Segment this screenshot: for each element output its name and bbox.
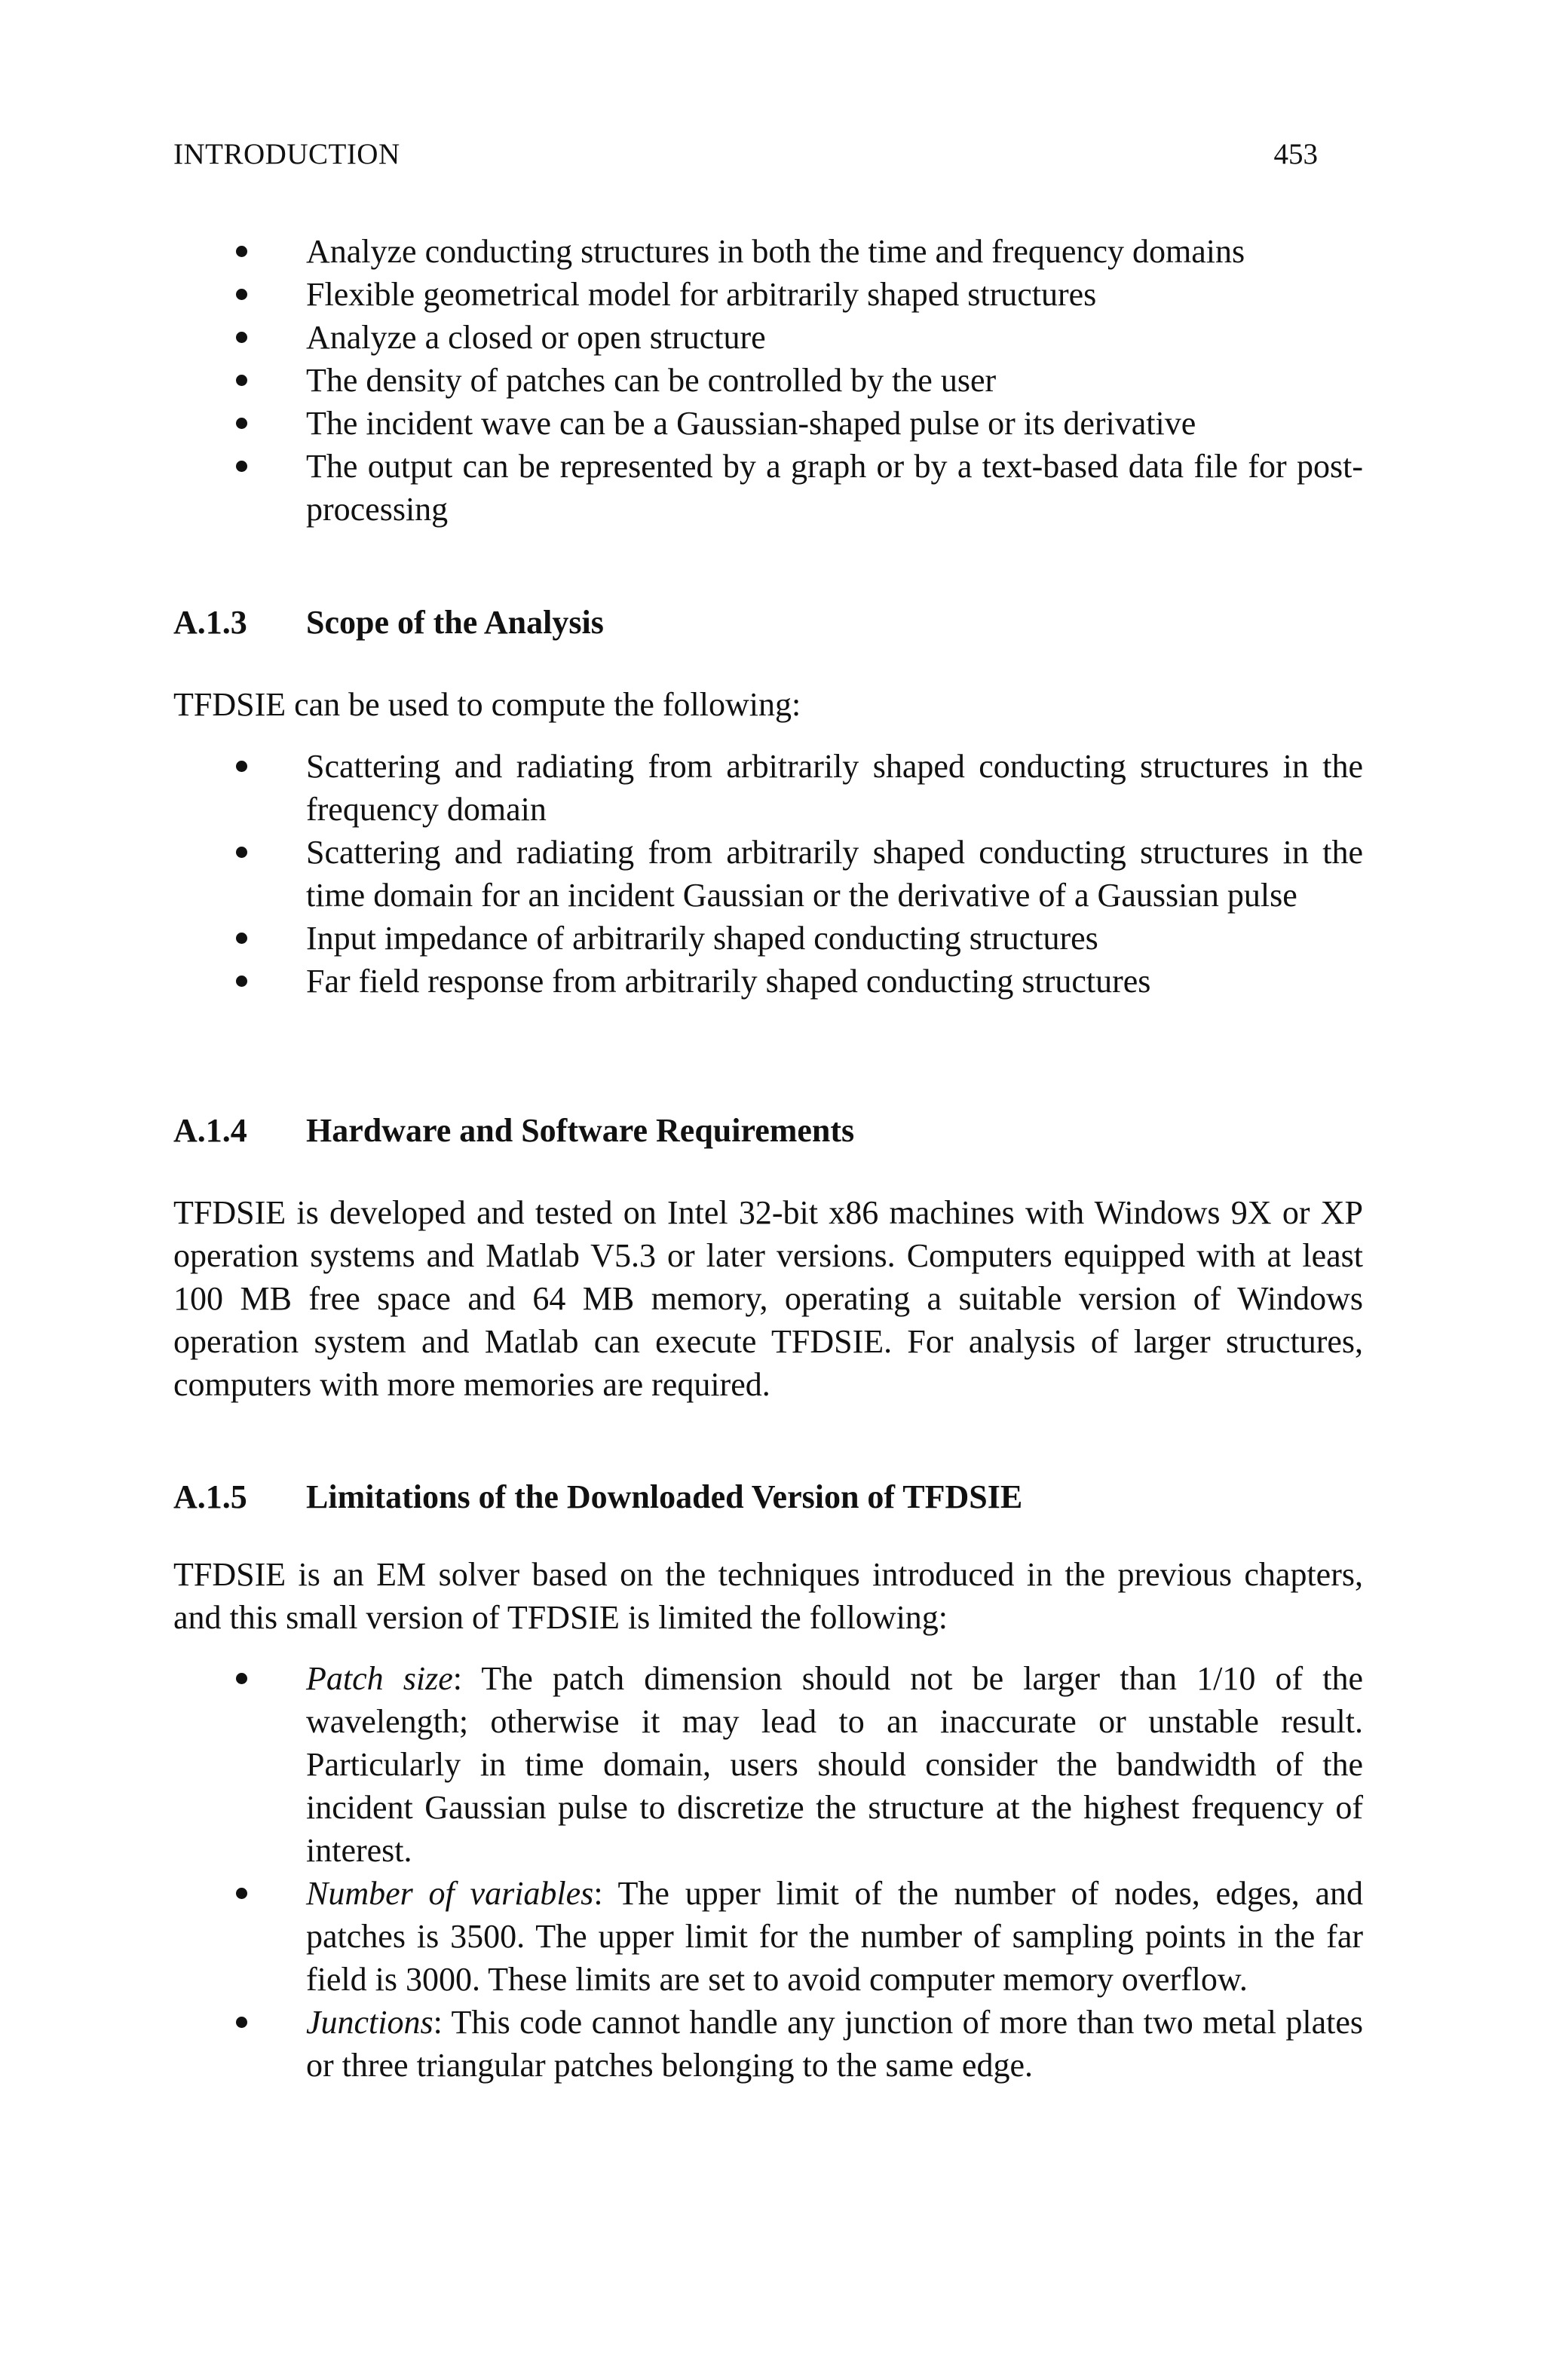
section-intro: TFDSIE is an EM solver based on the techniques introduced in the previous chapters, and this small version of TFDSIE is limited the following:: [173, 1556, 1363, 1636]
section-heading-a15: [173, 1478, 1022, 1516]
section-number: A.1.3: [173, 604, 247, 641]
page-number: 453: [1273, 138, 1318, 170]
item-text: : This code cannot handle any junction of more than two metal plates or three triangular patches belonging to the same edge.: [306, 2004, 1363, 2084]
section-number: A.1.5: [173, 1478, 247, 1515]
section-intro: TFDSIE can be used to compute the following:: [173, 686, 801, 723]
list-item: The output can be represented by a graph or by a text-based data file for post-processing: [173, 445, 1363, 531]
list-item: [173, 1872, 1363, 2001]
list-item: Analyze conducting structures in both the time and frequency domains: [173, 230, 1363, 273]
list-item: The density of patches can be controlled by the user: [173, 359, 1363, 402]
list-item: Analyze a closed or open structure: [173, 316, 1363, 359]
item-term: Number of variables: [306, 1875, 594, 1912]
section-heading-a13: [173, 603, 604, 642]
section-body: TFDSIE is developed and tested on Intel 32-bit x86 machines with Windows 9X or XP operation systems and Matlab V5.3 or later versions. Computers equipped with at least 100 MB free space and 64 MB memory, operating a suitable version of Windows operation system and Matlab can execute TFDSIE. For analysis of larger structures, computers with more memories are required.: [173, 1194, 1363, 1403]
item-text: : The patch dimension should not be larger than 1/10 of the wavelength; otherwise it may lead to an inaccurate or unstable result. Particularly in time domain, users should consider the bandwidth of the incident Gaussian pulse to discretize the structure at the highest frequency of interest.: [306, 1660, 1363, 1869]
section-heading-a14: [173, 1111, 854, 1150]
section-number: A.1.4: [173, 1112, 247, 1149]
section-title: Hardware and Software Requirements: [306, 1112, 855, 1149]
section-title: Limitations of the Downloaded Version of TFDSIE: [306, 1478, 1023, 1515]
list-item: [173, 2001, 1363, 2087]
item-term: Patch size: [306, 1660, 453, 1697]
list-item: Input impedance of arbitrarily shaped conducting structures: [173, 917, 1363, 960]
feature-list: [173, 230, 1363, 531]
limitations-list: [173, 1657, 1363, 2087]
running-title: INTRODUCTION: [173, 138, 400, 170]
list-item: The incident wave can be a Gaussian-shaped pulse or its derivative: [173, 402, 1363, 445]
list-item: Scattering and radiating from arbitrarily shaped conducting structures in the time domain for an incident Gaussian or the derivative of a Gaussian pulse: [173, 831, 1363, 917]
list-item: [173, 1657, 1363, 1872]
list-item: Flexible geometrical model for arbitrarily shaped structures: [173, 273, 1363, 316]
list-item: Scattering and radiating from arbitrarily shaped conducting structures in the frequency domain: [173, 745, 1363, 831]
list-item: Far field response from arbitrarily shaped conducting structures: [173, 960, 1363, 1003]
item-term: Junctions: [306, 2004, 433, 2041]
scope-list: [173, 745, 1363, 1003]
section-title: Scope of the Analysis: [306, 604, 604, 641]
item-text: : The upper limit of the number of nodes, edges, and patches is 3500. The upper limit for the number of sampling points in the far field is 3000. These limits are set to avoid computer memory overflow.: [306, 1875, 1364, 1998]
